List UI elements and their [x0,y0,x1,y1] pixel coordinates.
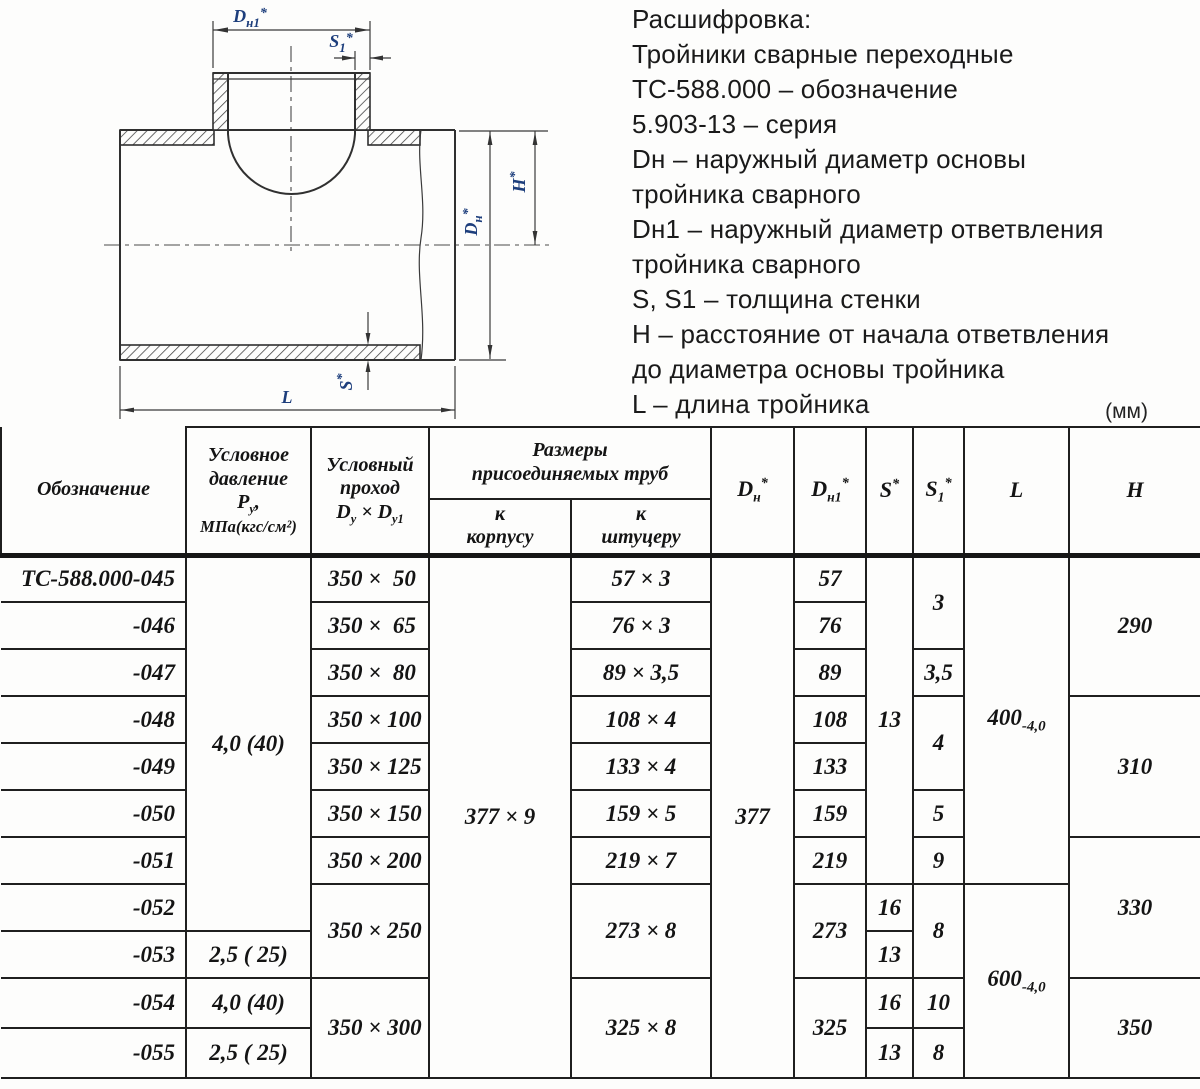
header-designation: Обозначение [1,427,186,555]
cell-designation: -047 [1,649,186,696]
header-dn1: $D_{н1}^*$ [794,427,866,555]
technical-drawing [0,0,620,426]
cell-s1: 9 [913,837,964,884]
cell-dn1: 57 [794,555,866,602]
cell-pass: 350 × 250 [311,884,429,978]
cell-h: 290 [1069,555,1200,696]
cell-h: 330 [1069,837,1200,978]
cell-s1: 4 [913,696,964,790]
cell-to-stub: 89 × 3,5 [571,649,711,696]
cell-dn1: 273 [794,884,866,978]
cell-pass: 350 × 150 [311,790,429,837]
cell-dn1: 89 [794,649,866,696]
centerlines [104,46,549,256]
dimensions-table [0,426,1200,1079]
table-row [1,884,1200,931]
cell-designation: -046 [1,602,186,649]
cell-s: 16 [866,978,913,1028]
header-to-stub: к штуцеру [571,499,711,555]
cell-h: 310 [1069,696,1200,837]
cell-s1: 10 [913,978,964,1028]
legend-line: Н – расстояние от начала ответвления [632,319,1110,349]
cell-pressure: 2,5 ( 25) [186,931,311,978]
header-dn: $D_н^*$ [711,427,794,555]
cell-h: 350 [1069,978,1200,1078]
cell-designation: -053 [1,931,186,978]
cell-to-stub: 76 × 3 [571,602,711,649]
cell-designation: -054 [1,978,186,1028]
cell-designation: -050 [1,790,186,837]
cell-to-stub: 273 × 8 [571,884,711,978]
cell-l: $600_{-4,0}$ [964,884,1069,1078]
cell-s: 13 [866,931,913,978]
cell-to-stub: 108 × 4 [571,696,711,743]
header-pipes-group: Размеры присоединяемых труб [429,427,711,499]
header-pressure: Условное давление $Р_у$, МПа(кгс/см²) [186,427,311,555]
legend-line: тройника сварного [632,179,861,209]
legend-line: тройника сварного [632,249,861,279]
cell-pass: 350 × 200 [311,837,429,884]
dimension-s1 [329,31,391,70]
header-to-body: к корпусу [429,499,571,555]
cell-designation: -049 [1,743,186,790]
cell-pass: 350 × 65 [311,602,429,649]
cell-to-body: 377 × 9 [429,555,571,1078]
cell-s1: 5 [913,790,964,837]
cell-designation: -048 [1,696,186,743]
break-line [419,130,423,360]
cell-dn1: 219 [794,837,866,884]
cell-s: 16 [866,884,913,931]
cell-designation: -055 [1,1028,186,1078]
header-s1: $S_1^*$ [913,427,964,555]
legend-line: Dн – наружный диаметр основы [632,144,1027,174]
svg-text:H*: H* [508,171,529,193]
cell-pressure: 4,0 (40) [186,555,311,931]
cell-dn1: 159 [794,790,866,837]
cell-designation: ТС-588.000-045 [1,555,186,602]
legend-line: S, S1 – толщина стенки [632,284,921,314]
cell-s1: 3 [913,555,964,649]
legend-title: Расшифровка: [632,4,812,34]
cell-s1: 3,5 [913,649,964,696]
cell-dn1: 133 [794,743,866,790]
cell-s1: 8 [913,1028,964,1078]
svg-text:S1*: $S_1^*$ [329,31,353,55]
legend-line: Тройники сварные переходные [632,39,1014,69]
legend-line: до диаметра основы тройника [632,354,1005,384]
cell-dn1: 108 [794,696,866,743]
header-h: H [1069,427,1200,555]
cell-pass: 350 × 100 [311,696,429,743]
table-row [1,555,1200,602]
table-header-row [1,427,1200,499]
legend-line: Dн1 – наружный диаметр ответвления [632,214,1104,244]
cell-to-stub: 325 × 8 [571,978,711,1078]
cell-to-stub: 219 × 7 [571,837,711,884]
svg-text:Dн1*: $D_{н1}^*$ [233,6,267,30]
cell-s1: 8 [913,884,964,978]
svg-text:S*: S* [335,373,356,391]
legend [632,2,1109,422]
cell-pass: 350 × 80 [311,649,429,696]
cell-l: $400_{-4,0}$ [964,555,1069,884]
dimension-l [120,366,455,419]
cell-dn1: 325 [794,978,866,1078]
legend-line: 5.903-13 – серия [632,109,838,139]
cell-pass: 350 × 125 [311,743,429,790]
cell-pass: 350 × 50 [311,555,429,602]
cell-dn: 377 [711,555,794,1078]
cell-to-stub: 159 × 5 [571,790,711,837]
cell-to-stub: 57 × 3 [571,555,711,602]
cell-dn1: 76 [794,602,866,649]
cell-pressure: 4,0 (40) [186,978,311,1028]
cell-s: 13 [866,1028,913,1078]
legend-line: ТС-588.000 – обозначение [632,74,959,104]
header-l: L [964,427,1069,555]
cell-designation: -052 [1,884,186,931]
units-label: (мм) [1105,400,1148,423]
cell-s: 13 [866,555,913,884]
svg-text:L: L [281,387,293,407]
cell-designation: -051 [1,837,186,884]
header-pass: Условный проход $D_у \times D_{у1}$ [311,427,429,555]
cell-pass: 350 × 300 [311,978,429,1078]
cell-pressure: 2,5 ( 25) [186,1028,311,1078]
header-s: S* [866,427,913,555]
legend-line: L – длина тройника [632,389,870,419]
cell-to-stub: 133 × 4 [571,743,711,790]
svg-text:Dн*: $D_н^*$ [461,208,485,236]
